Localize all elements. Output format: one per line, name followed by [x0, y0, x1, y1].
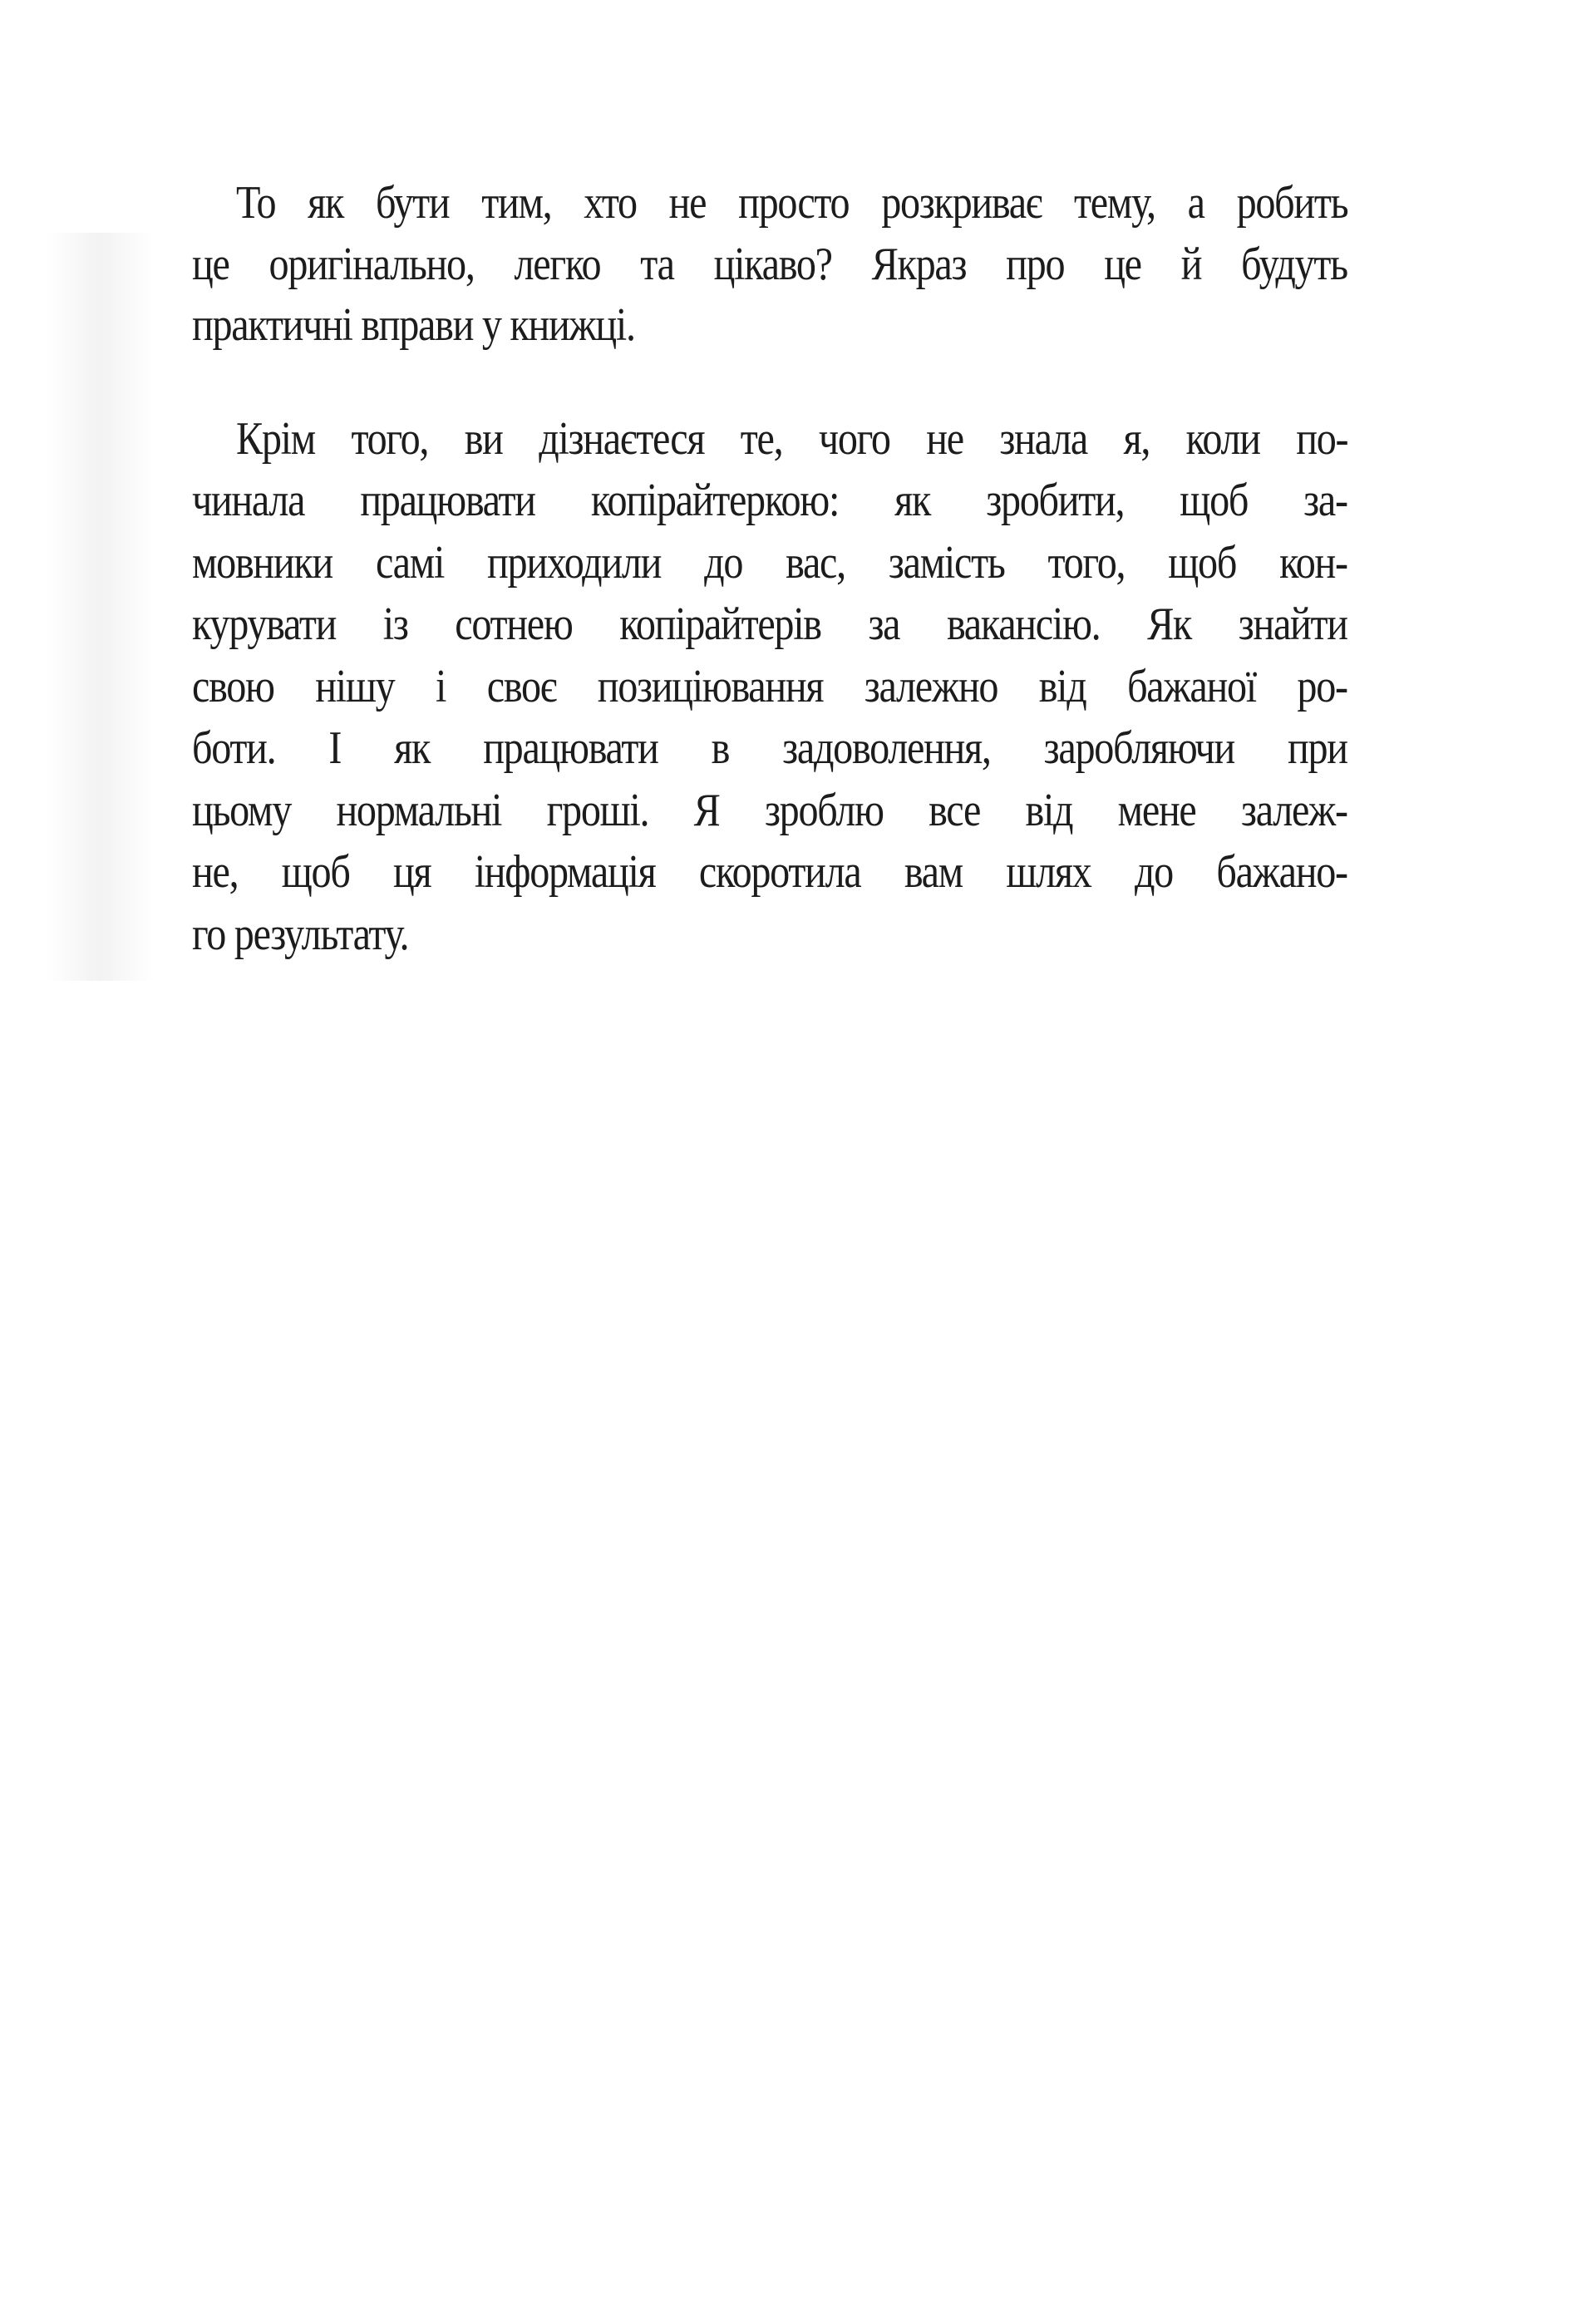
text-line: практичні вправи у книжці. — [192, 299, 635, 351]
text-line: свою нішу і своє позиціювання залежно від бажаної ро- — [192, 661, 1347, 712]
text-line: Крім того, ви дізнаєтеся те, чого не знала я, коли по- — [236, 413, 1348, 465]
text-line: це оригінально, легко та цікаво? Якраз про це й будуть — [192, 239, 1347, 290]
text-line: курувати із сотнею копірайтерів за вакансію. Як знайти — [192, 598, 1347, 650]
text-line: чинала працювати копірайтеркою: як зробити, щоб за- — [192, 475, 1347, 526]
text-line: То як бути тим, хто не просто розкриває тему, а робить — [236, 177, 1348, 229]
text-line: мовники самі приходили до вас, замість того, щоб кон- — [192, 537, 1347, 589]
text-line: не, щоб ця інформація скоротила вам шлях до бажано- — [192, 846, 1347, 898]
text-line: цьому нормальні гроші. Я зроблю все від мене залеж- — [192, 785, 1347, 836]
text-line: го результату. — [192, 909, 409, 960]
text-line: боти. І як працювати в задоволення, заробляючи при — [192, 722, 1347, 774]
